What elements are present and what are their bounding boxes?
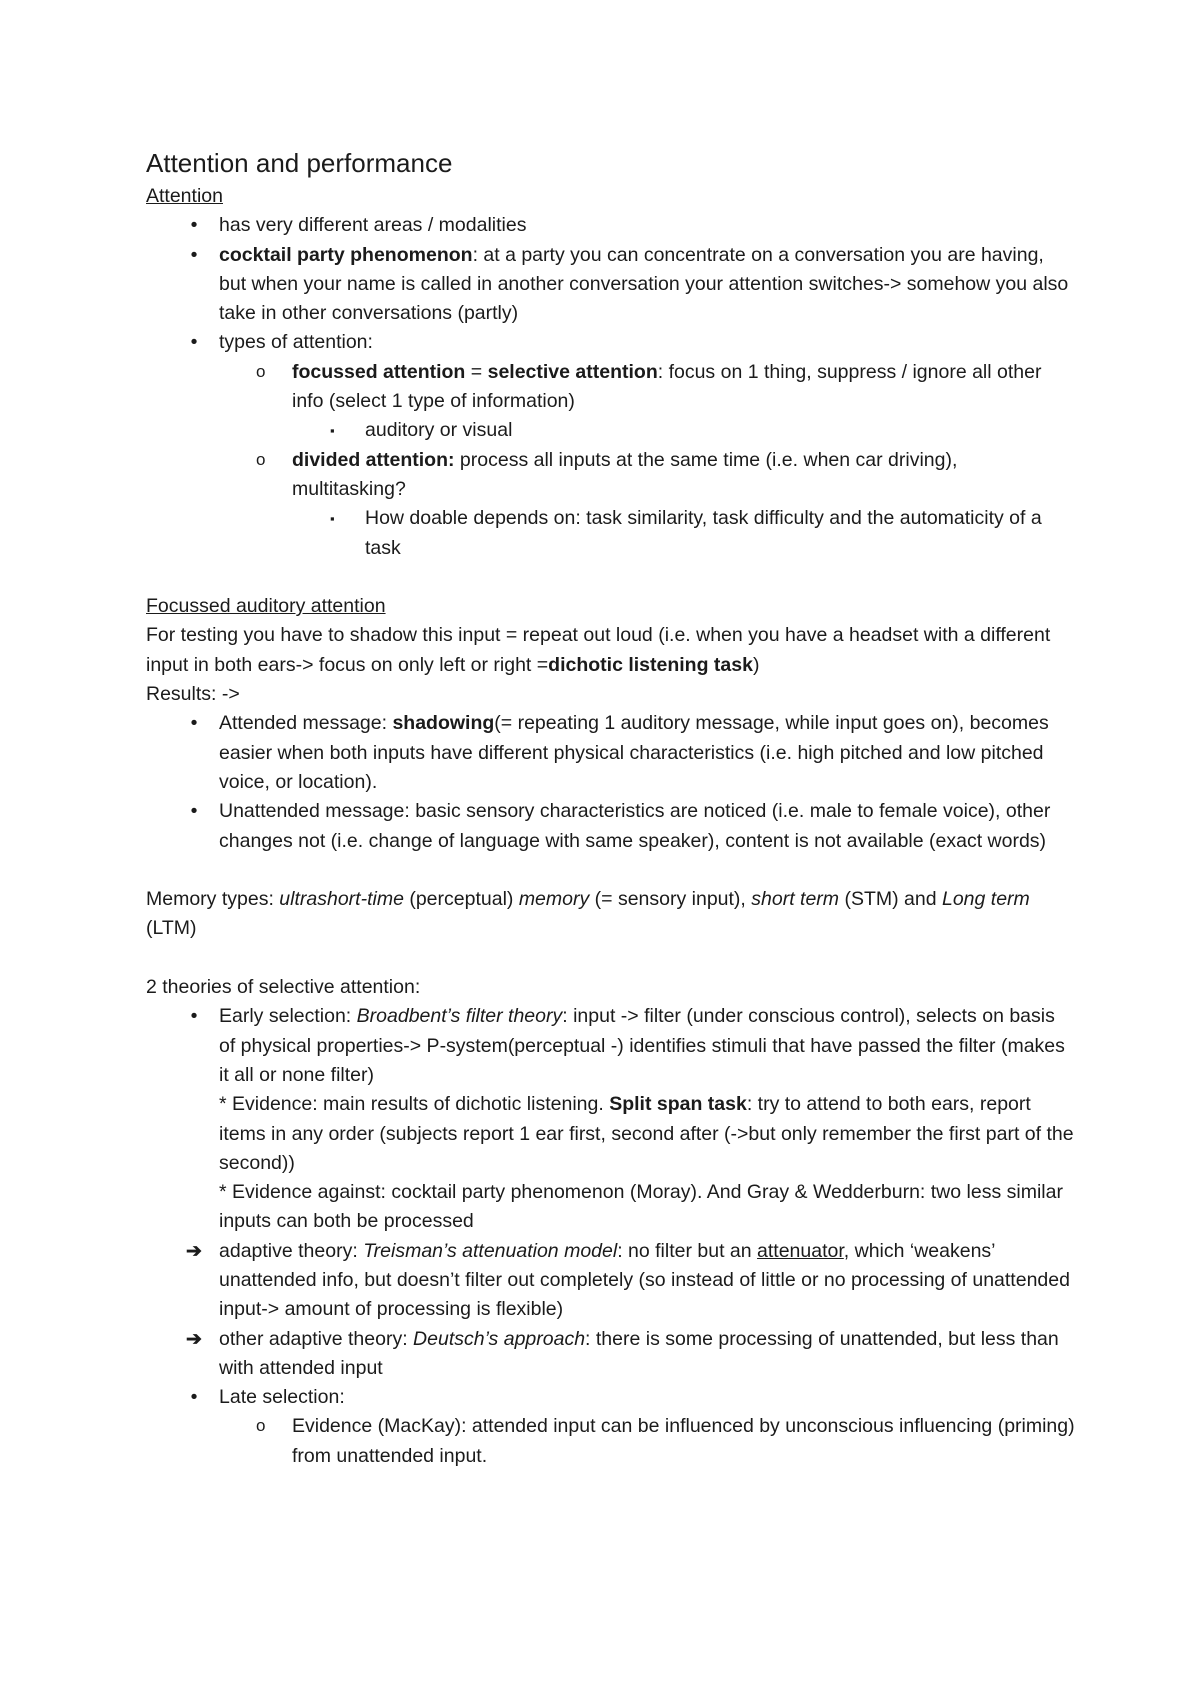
list-item: • has very different areas / modalities xyxy=(146,211,1076,240)
section-heading-theories: 2 theories of selective attention: xyxy=(146,976,421,999)
spacer xyxy=(146,944,1076,973)
spacer xyxy=(146,856,1076,885)
bullet-icon: • xyxy=(190,800,198,823)
list-item: • types of attention: xyxy=(146,328,1076,357)
list-item: • Unattended message: basic sensory characteristics are noticed (i.e. male to female voice), other changes not (i.e. change of language with same speaker), content is not available (exact words) xyxy=(146,797,1076,856)
list-item-continuation: * Evidence against: cocktail party phenomenon (Moray). And Gray & Wedderburn: two less similar inputs can both be processed xyxy=(219,1181,1063,1233)
document-page xyxy=(146,146,1076,1471)
results-label: Results: -> xyxy=(146,683,240,706)
list-item: ▪ How doable depends on: task similarity, task difficulty and the automaticity of a task xyxy=(146,504,1076,563)
circle-bullet-icon: o xyxy=(256,361,266,381)
bullet-icon: • xyxy=(190,1005,198,1028)
section-heading-auditory: Focussed auditory attention xyxy=(146,595,386,618)
list-item-continuation: * Evidence: main results of dichotic listening. Split span task: try to attend to both ears, report items in any order (subjects report 1 ear first, second after (->but only remember the first part of the second)) xyxy=(219,1093,1074,1174)
square-bullet-icon: ▪ xyxy=(330,511,335,527)
list-item: o Evidence (MacKay): attended input can be influenced by unconscious influencing (priming) from unattended input. xyxy=(146,1412,1076,1471)
circle-bullet-icon: o xyxy=(256,1416,266,1436)
bullet-icon: • xyxy=(190,243,198,266)
list-item: ➔ adaptive theory: Treisman’s attenuation model: no filter but an attenuator, which ‘weakens’ unattended info, but doesn’t filter out completely (so instead of little or no processing of unattended input-> amount of processing is flexible) xyxy=(146,1237,1076,1325)
paragraph: For testing you have to shadow this input = repeat out loud (i.e. when you have a headset with a different input in both ears-> focus on only left or right =dichotic listening task) xyxy=(146,624,1051,676)
list-item: ▪ auditory or visual xyxy=(146,416,1076,445)
arrow-icon: ➔ xyxy=(186,1328,202,1350)
paragraph-memory-types: Memory types: ultrashort-time (perceptual) memory (= sensory input), short term (STM) and Long term (LTM) xyxy=(146,888,1030,940)
list-item: • cocktail party phenomenon: at a party you can concentrate on a conversation you are having, but when your name is called in another conversation your attention switches-> somehow you also take in other conversations (partly) xyxy=(146,241,1076,329)
section-heading-attention: Attention xyxy=(146,185,223,207)
list-item: o divided attention: process all inputs at the same time (i.e. when car driving), multitasking? xyxy=(146,446,1076,505)
list-item: o focussed attention = selective attention: focus on 1 thing, suppress / ignore all other info (select 1 type of information) xyxy=(146,358,1076,417)
arrow-icon: ➔ xyxy=(186,1240,202,1262)
bullet-icon: • xyxy=(190,1386,198,1409)
circle-bullet-icon: o xyxy=(256,449,266,469)
bullet-icon: • xyxy=(190,331,198,354)
document-title: Attention and performance xyxy=(146,148,453,178)
list-item: • Late selection: xyxy=(146,1383,1076,1412)
square-bullet-icon: ▪ xyxy=(330,423,335,439)
bullet-icon: • xyxy=(190,214,198,237)
list-item: ➔ other adaptive theory: Deutsch’s approach: there is some processing of unattended, but less than with attended input xyxy=(146,1325,1076,1384)
list-item: • Attended message: shadowing(= repeating 1 auditory message, while input goes on), becomes easier when both inputs have different physical characteristics (i.e. high pitched and low pitched voice, or location). xyxy=(146,709,1076,797)
list-item: • Early selection: Broadbent’s filter theory: input -> filter (under conscious control), selects on basis of physical properties-> P-system(perceptual -) identifies stimuli that have passed the filter (makes it all or none filter) xyxy=(146,1002,1076,1090)
spacer xyxy=(146,563,1076,592)
bullet-icon: • xyxy=(190,712,198,735)
